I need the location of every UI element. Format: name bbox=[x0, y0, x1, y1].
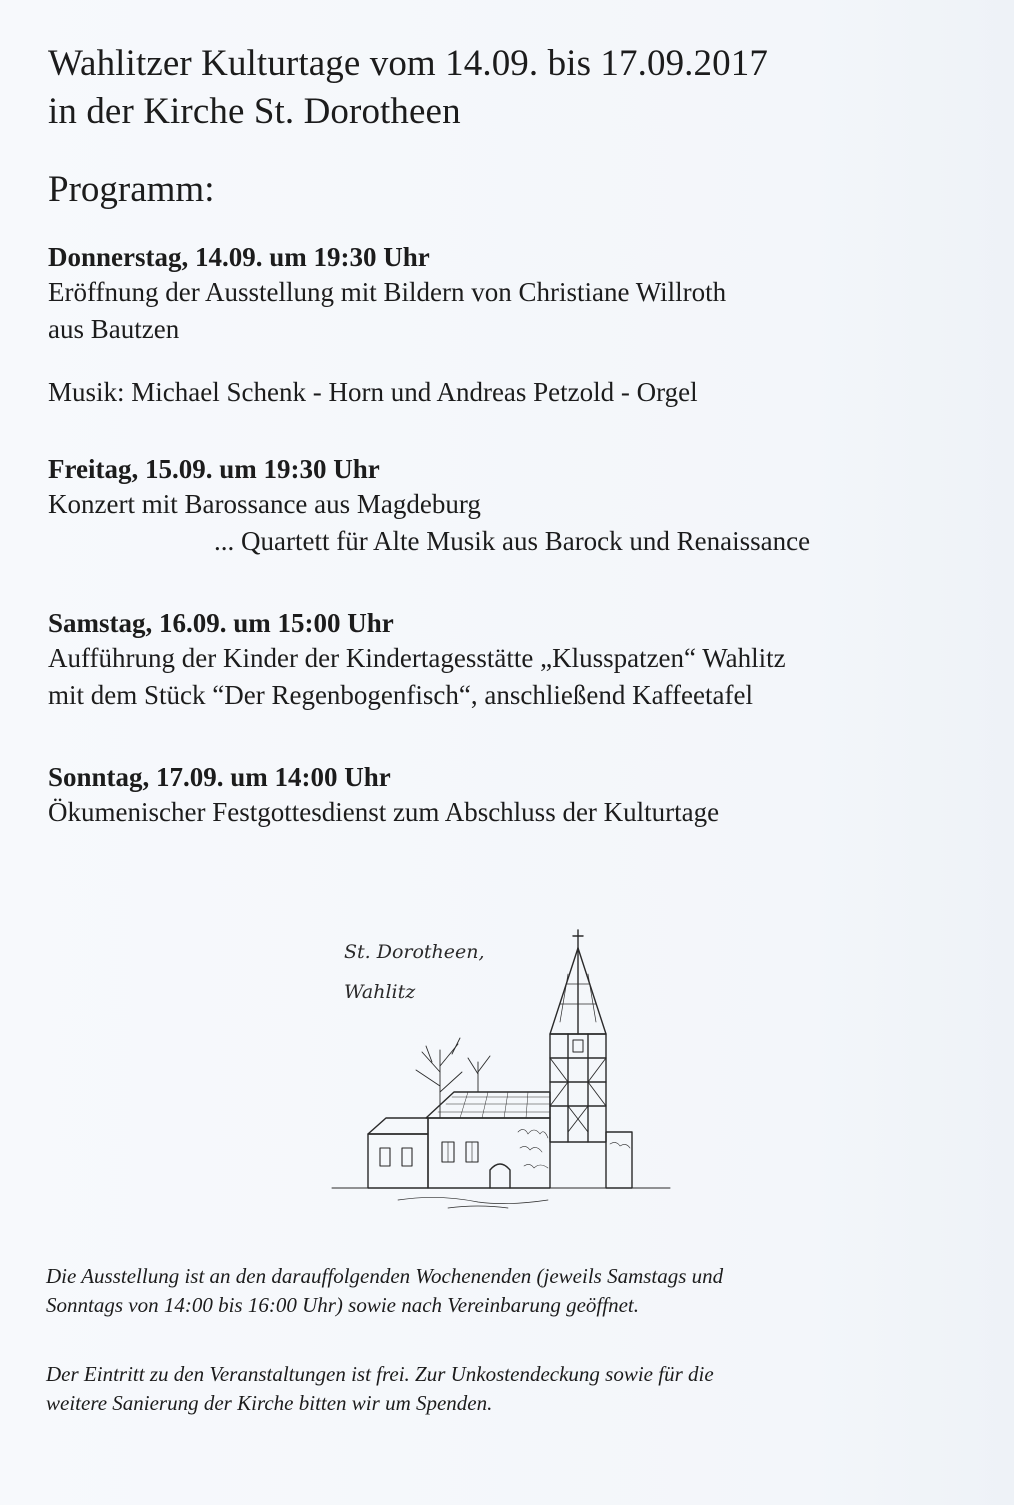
sketch-caption-line-1: St. Dorotheen, bbox=[344, 941, 485, 963]
cross-icon bbox=[573, 930, 583, 948]
event-description-line: aus Bautzen bbox=[48, 314, 180, 344]
event-description-line: mit dem Stück “Der Regenbogenfisch“, anschließend Kaffeetafel bbox=[48, 680, 753, 710]
title-line-1: Wahlitzer Kulturtage vom 14.09. bis 17.09.2017 bbox=[48, 43, 768, 84]
event-description bbox=[48, 486, 948, 560]
event-friday bbox=[48, 452, 948, 560]
event-date: Freitag, 15.09. um 19:30 Uhr bbox=[48, 454, 380, 484]
event-description-line: Eröffnung der Ausstellung mit Bildern von Christiane Willroth bbox=[48, 277, 727, 307]
sketch-caption-line-2: Wahlitz bbox=[344, 981, 416, 1003]
exhibition-note bbox=[46, 1262, 946, 1320]
program-heading: Programm: bbox=[48, 169, 215, 210]
event-saturday bbox=[48, 606, 948, 714]
event-description-line: Ökumenischer Festgottesdienst zum Abschluss der Kulturtage bbox=[48, 797, 720, 827]
ground-drawing bbox=[332, 1188, 670, 1208]
event-date: Donnerstag, 14.09. um 19:30 Uhr bbox=[48, 242, 430, 272]
church-walls-drawing bbox=[368, 1118, 632, 1188]
steeple-drawing bbox=[550, 948, 606, 1034]
tree-drawing bbox=[416, 1038, 490, 1118]
admission-note-line: Der Eintritt zu den Veranstaltungen ist frei. Zur Unkostendeckung sowie für die bbox=[46, 1362, 714, 1386]
event-date: Sonntag, 17.09. um 14:00 Uhr bbox=[48, 762, 391, 792]
event-description bbox=[48, 640, 948, 714]
event-description bbox=[48, 274, 948, 348]
exhibition-note-line: Die Ausstellung ist an den darauffolgenden Wochenenden (jeweils Samstags und bbox=[46, 1264, 724, 1288]
event-music: Musik: Michael Schenk - Horn und Andreas Petzold - Orgel bbox=[48, 377, 698, 407]
tower-drawing bbox=[550, 1034, 606, 1142]
nave-roof-drawing bbox=[426, 1092, 550, 1118]
event-thursday bbox=[48, 240, 948, 348]
church-sketch bbox=[328, 922, 678, 1222]
event-sunday bbox=[48, 760, 948, 831]
event-description-line: ... Quartett für Alte Musik aus Barock und Renaissance bbox=[214, 526, 811, 556]
event-date: Samstag, 16.09. um 15:00 Uhr bbox=[48, 608, 394, 638]
admission-note-line: weitere Sanierung der Kirche bitten wir um Spenden. bbox=[46, 1391, 493, 1415]
page-title bbox=[48, 40, 768, 136]
ivy-shading-drawing bbox=[518, 1129, 630, 1168]
title-line-2: in der Kirche St. Dorotheen bbox=[48, 91, 461, 132]
church-windows-drawing bbox=[380, 1142, 478, 1166]
event-description bbox=[48, 794, 948, 831]
event-description-line: Aufführung der Kinder der Kindertagesstätte „Klusspatzen“ Wahlitz bbox=[48, 643, 786, 673]
event-description-line: Konzert mit Barossance aus Magdeburg bbox=[48, 489, 481, 519]
chancel-roof-drawing bbox=[368, 1118, 428, 1134]
admission-note bbox=[46, 1360, 946, 1418]
exhibition-note-line: Sonntags von 14:00 bis 16:00 Uhr) sowie nach Vereinbarung geöffnet. bbox=[46, 1293, 639, 1317]
church-door-drawing bbox=[490, 1164, 510, 1188]
